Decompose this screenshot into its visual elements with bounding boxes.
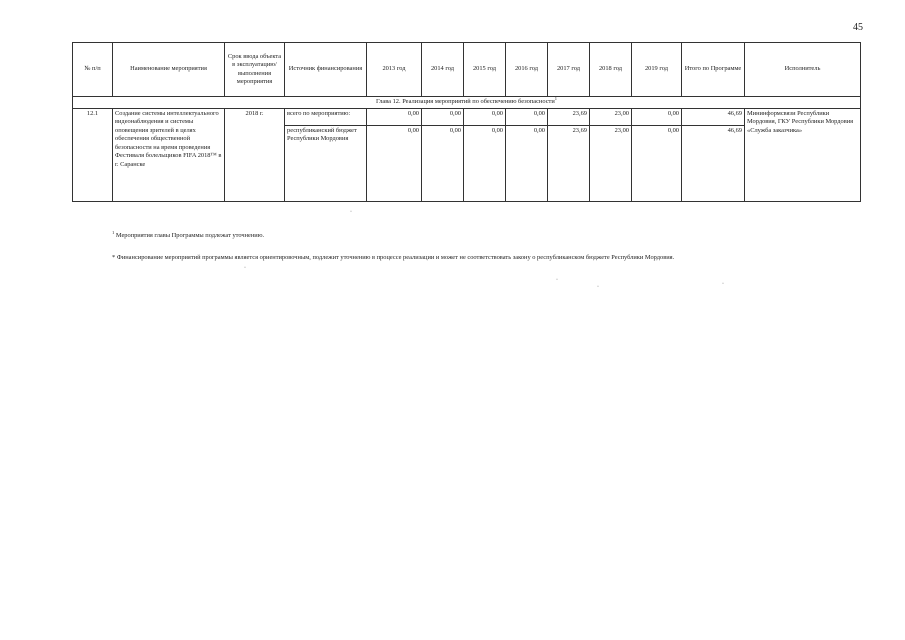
row-executor: Мининформсвязи Республики Мордовия, ГКУ Республики Мордовия «Служба заказчика»	[745, 109, 861, 202]
value-2016: 0,00	[506, 109, 548, 126]
header-num: № п/п	[73, 43, 113, 97]
scan-speck: ·	[597, 284, 599, 290]
header-2013: 2013 год	[367, 43, 422, 97]
value-2016: 0,00	[506, 126, 548, 202]
value-2018: 23,00	[590, 109, 632, 126]
value-2015: 0,00	[464, 109, 506, 126]
row-source: республиканский бюджет Республики Мордовия	[285, 126, 367, 202]
value-2013: 0,00	[367, 126, 422, 202]
footnote-1	[112, 229, 265, 241]
header-total: Итого по Программе	[682, 43, 745, 97]
chapter-row	[73, 97, 861, 109]
value-2014: 0,00	[422, 109, 464, 126]
table-header-row	[73, 43, 861, 97]
row-name: Создание системы интеллектуального видеонаблюдения и системы оповещения зрителей в целях обеспечения общественной безопасности на время проведения Фестиваля болельщиков FIFA 2018™ в г. Саранске	[113, 109, 225, 202]
header-executor: Исполнитель	[745, 43, 861, 97]
chapter-footnote-mark: 1	[554, 95, 557, 101]
header-2019: 2019 год	[632, 43, 682, 97]
header-term: Срок ввода объекта в эксплуатацию/ выполнения мероприятия	[225, 43, 285, 97]
table-row	[73, 109, 861, 126]
header-2018: 2018 год	[590, 43, 632, 97]
value-2014: 0,00	[422, 126, 464, 202]
value-total: 46,69	[682, 126, 745, 202]
row-num: 12.1	[73, 109, 113, 202]
header-2016: 2016 год	[506, 43, 548, 97]
row-term: 2018 г.	[225, 109, 285, 202]
header-name: Наименование мероприятия	[113, 43, 225, 97]
value-2013: 0,00	[367, 109, 422, 126]
value-2017: 23,69	[548, 109, 590, 126]
header-2014: 2014 год	[422, 43, 464, 97]
footnote-2: * Финансирование мероприятий программы является ориентировочным, подлежит уточнению в процессе реализации и может не соответствовать закону о республиканском бюджете Республики Мордовия.	[112, 254, 675, 261]
footnote-1-text: Мероприятия главы Программы подлежат уточнению.	[115, 232, 265, 239]
program-activities-table	[72, 42, 861, 202]
header-2017: 2017 год	[548, 43, 590, 97]
chapter-title-cell	[73, 97, 861, 109]
scan-speck: ·	[244, 265, 246, 271]
value-2019: 0,00	[632, 126, 682, 202]
header-source: Источник финансирования	[285, 43, 367, 97]
row-source: всего по мероприятию:	[285, 109, 367, 126]
value-2018: 23,00	[590, 126, 632, 202]
scan-speck: ·	[722, 281, 724, 287]
value-total: 46,69	[682, 109, 745, 126]
page-number: 45	[853, 22, 863, 33]
value-2019: 0,00	[632, 109, 682, 126]
scan-speck: ·	[350, 209, 352, 215]
value-2015: 0,00	[464, 126, 506, 202]
value-2017: 23,69	[548, 126, 590, 202]
header-2015: 2015 год	[464, 43, 506, 97]
scan-speck: ·	[556, 277, 558, 283]
chapter-title: Глава 12. Реализация мероприятий по обеспечению безопасности	[376, 98, 555, 105]
footnote-1-mark: 1	[112, 229, 115, 235]
